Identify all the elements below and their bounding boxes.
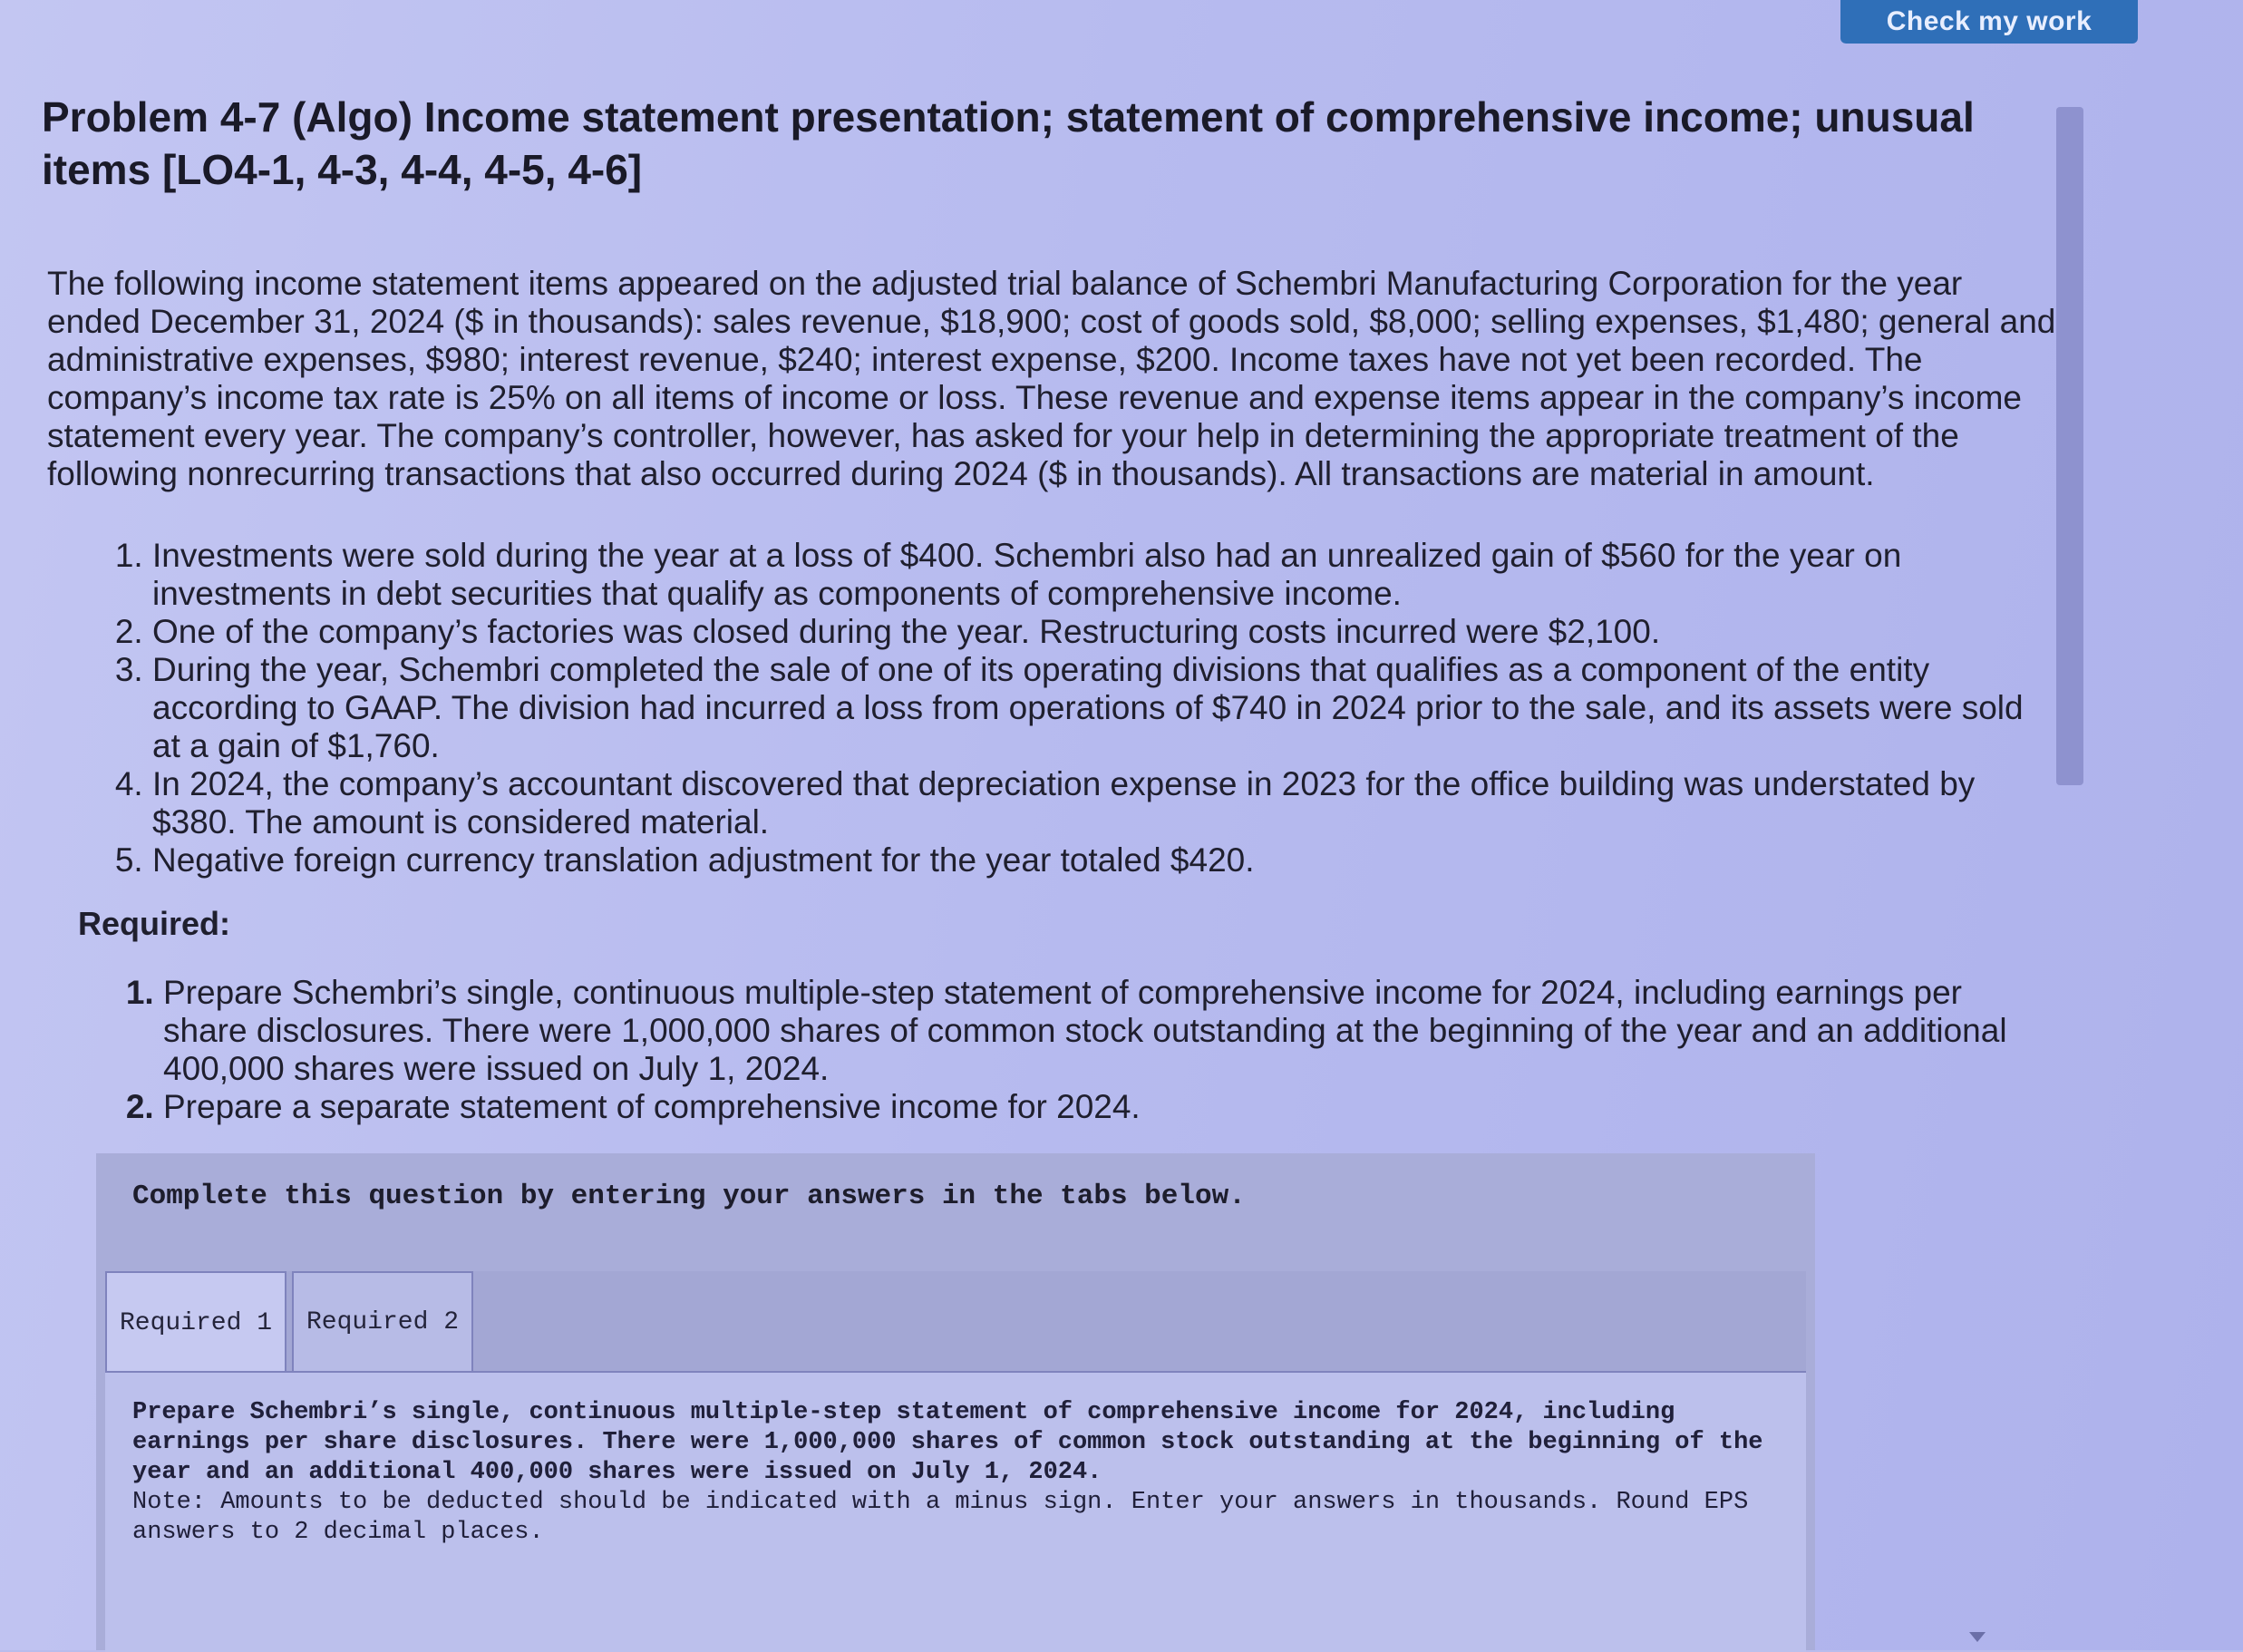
list-item: 2. Prepare a separate statement of comprehensive income for 2024.	[163, 1088, 2031, 1126]
instruction-note: Note: Amounts to be deducted should be indicated with a minus sign. Enter your answers in thousands. Round EPS answers to 2 decimal places.	[132, 1489, 1749, 1546]
tab-required-2[interactable]: Required 2	[292, 1271, 473, 1373]
list-item: 1. Prepare Schembri’s single, continuous multiple-step statement of comprehensive income for 2024, including earnings per share disclosures. There were 1,000,000 shares of common stock outstanding at the beginning of the year and an additional 400,000 shares were issued on July 1, 2024.	[163, 974, 2031, 1088]
check-my-work-button[interactable]: Check my work	[1840, 0, 2138, 44]
list-item: 1. Investments were sold during the year at a loss of $400. Schembri also had an unrealized gain of $560 for the year on investments in debt securities that qualify as components of comprehensive income.	[152, 537, 2056, 613]
list-item: 4. In 2024, the company’s accountant discovered that depreciation expense in 2023 for the office building was understated by $380. The amount is considered material.	[152, 765, 2056, 841]
instruction-text: Prepare Schembri’s single, continuous multiple-step statement of comprehensive income for 2024, including earnings per share disclosures. There were 1,000,000 shares of common stock outstanding at the beginning of the year and an additional 400,000 shares were issued on July 1, 2024.	[132, 1399, 1763, 1486]
transaction-list	[109, 537, 2056, 879]
answer-panel	[96, 1153, 1815, 1650]
list-item: 5. Negative foreign currency translation adjustment for the year totaled $420.	[152, 841, 2056, 879]
required-label: Required:	[78, 905, 231, 942]
scrollbar-thumb[interactable]	[2056, 107, 2083, 785]
instructions	[132, 1398, 1764, 1548]
tab-content	[105, 1371, 1806, 1652]
scrollbar[interactable]	[2116, 73, 2145, 1650]
list-item: 2. One of the company’s factories was closed during the year. Restructuring costs incurred were $2,100.	[152, 613, 2056, 651]
tab-bar	[105, 1271, 1806, 1371]
list-item: 3. During the year, Schembri completed the sale of one of its operating divisions that qualifies as a component of the entity according to GAAP. The division had incurred a loss from operations of $740 in 2024 prior to the sale, and its assets were sold at a gain of $1,760.	[152, 651, 2056, 765]
problem-title: Problem 4-7 (Algo) Income statement presentation; statement of comprehensive income; unusual items [LO4-1, 4-3, 4-4, 4-5, 4-6]	[42, 93, 1975, 193]
tab-required-1[interactable]: Required 1	[105, 1271, 286, 1373]
required-list	[127, 974, 2031, 1126]
scroll-down-arrow-icon[interactable]	[1969, 1632, 1986, 1642]
panel-header: Complete this question by entering your answers in the tabs below.	[132, 1181, 1246, 1212]
problem-intro: The following income statement items appeared on the adjusted trial balance of Schembri Manufacturing Corporation for the year ended December 31, 2024 ($ in thousands): sales revenue, $18,900; cost of goods sold, $8,000; selling expenses, $1,480; general and administrative expenses, $980; interest revenue, $240; interest expense, $200. Income taxes have not yet been recorded. The company’s income tax rate is 25% on all items of income or loss. These revenue and expense items appear in the company’s income statement every year. The company’s controller, however, has asked for your help in determining the appropriate treatment of the following nonrecurring transactions that also occurred during 2024 ($ in thousands). All transactions are material in amount.	[47, 265, 2056, 492]
